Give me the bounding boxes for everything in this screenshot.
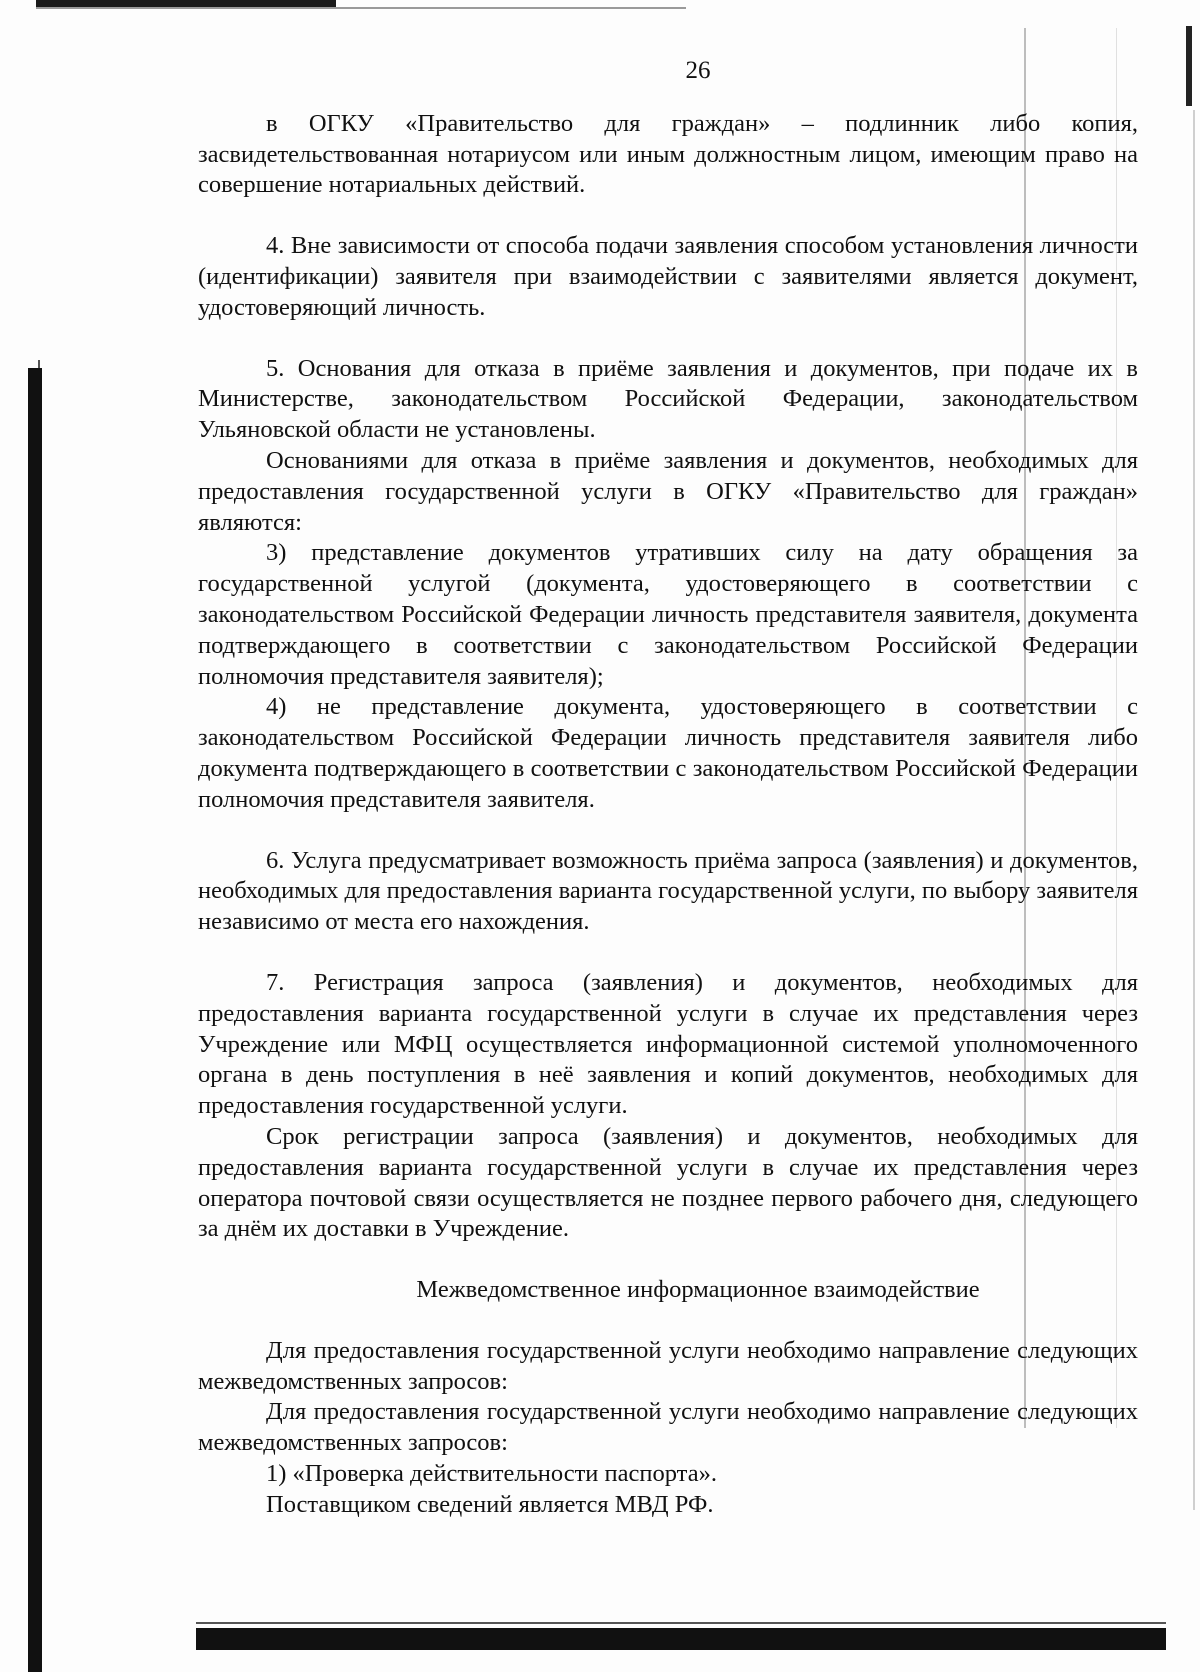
scan-edge-artifact bbox=[36, 0, 336, 7]
paragraph: Для предоставления государственной услуги необходимо направление следующих межведомственных запросов: bbox=[198, 1398, 1138, 1457]
paragraph: Для предоставления государственной услуги необходимо направление следующих межведомственных запросов: bbox=[198, 1336, 1138, 1395]
paragraph: Основаниями для отказа в приёме заявления и документов, необходимых для предоставления государственной услуги в ОГКУ «Правительство для граждан» являются: bbox=[198, 446, 1138, 536]
paragraph: 7. Регистрация запроса (заявления) и документов, необходимых для предоставления варианта государственной услуги в случае их представления через Учреждение или МФЦ осуществляется информационной системой уполномоченного органа в день поступления в неё заявления и копий документов, необходимых для предоставления государственной услуги. bbox=[198, 968, 1138, 1120]
scan-edge-artifact bbox=[196, 1622, 1166, 1624]
paragraph: 5. Основания для отказа в приёме заявления и документов, при подаче их в Министерстве, законодательством Российской Федерации, законодательством Ульяновской области не установлены. bbox=[198, 354, 1138, 444]
paragraph: Срок регистрации запроса (заявления) и документов, необходимых для предоставления варианта государственной услуги в случае их представления через оператора почтовой связи осуществляется не позднее первого рабочего дня, следующего за днём их доставки в Учреждение. bbox=[198, 1122, 1138, 1243]
document-body bbox=[198, 56, 1138, 1521]
paragraph: 4. Вне зависимости от способа подачи заявления способом установления личности (идентификации) заявителя при взаимодействии с заявителями является документ, удостоверяющий личность. bbox=[198, 232, 1138, 321]
scan-edge-artifact bbox=[1193, 110, 1195, 1510]
scan-edge-artifact bbox=[36, 7, 686, 9]
paragraph: 6. Услуга предусматривает возможность приёма запроса (заявления) и документов, необходимых для предоставления варианта государственной услуги, по выбору заявителя независимо от места его нахождения. bbox=[198, 846, 1138, 936]
paragraph: в ОГКУ «Правительство для граждан» – подлинник либо копия, засвидетельствованная нотариусом или иным должностным лицом, имеющим право на совершение нотариальных действий. bbox=[198, 109, 1138, 199]
scan-edge-artifact bbox=[196, 1628, 1166, 1650]
paragraph: Поставщиком сведений является МВД РФ. bbox=[266, 1490, 714, 1518]
scan-edge-artifact bbox=[1186, 26, 1192, 106]
scan-edge-artifact bbox=[28, 368, 42, 1672]
paragraph: 1) «Проверка действительности паспорта». bbox=[266, 1460, 717, 1488]
section-heading: Межведомственное информационное взаимодействие bbox=[416, 1276, 980, 1304]
paragraph: 4) не представление документа, удостоверяющего в соответствии с законодательством Российской Федерации личность представителя заявителя либо документа подтверждающего в соответствии с законодательством Российской Федерации полномочия представителя заявителя. bbox=[198, 693, 1138, 813]
paragraph: 3) представление документов утративших силу на дату обращения за государственной услугой (документа, удостоверяющего в соответствии с законодательством Российской Федерации личность представителя заявителя, документа подтверждающего в соответствии с законодательством Российской Федерации полномочия представителя заявителя); bbox=[198, 539, 1138, 690]
page-number: 26 bbox=[685, 57, 711, 84]
